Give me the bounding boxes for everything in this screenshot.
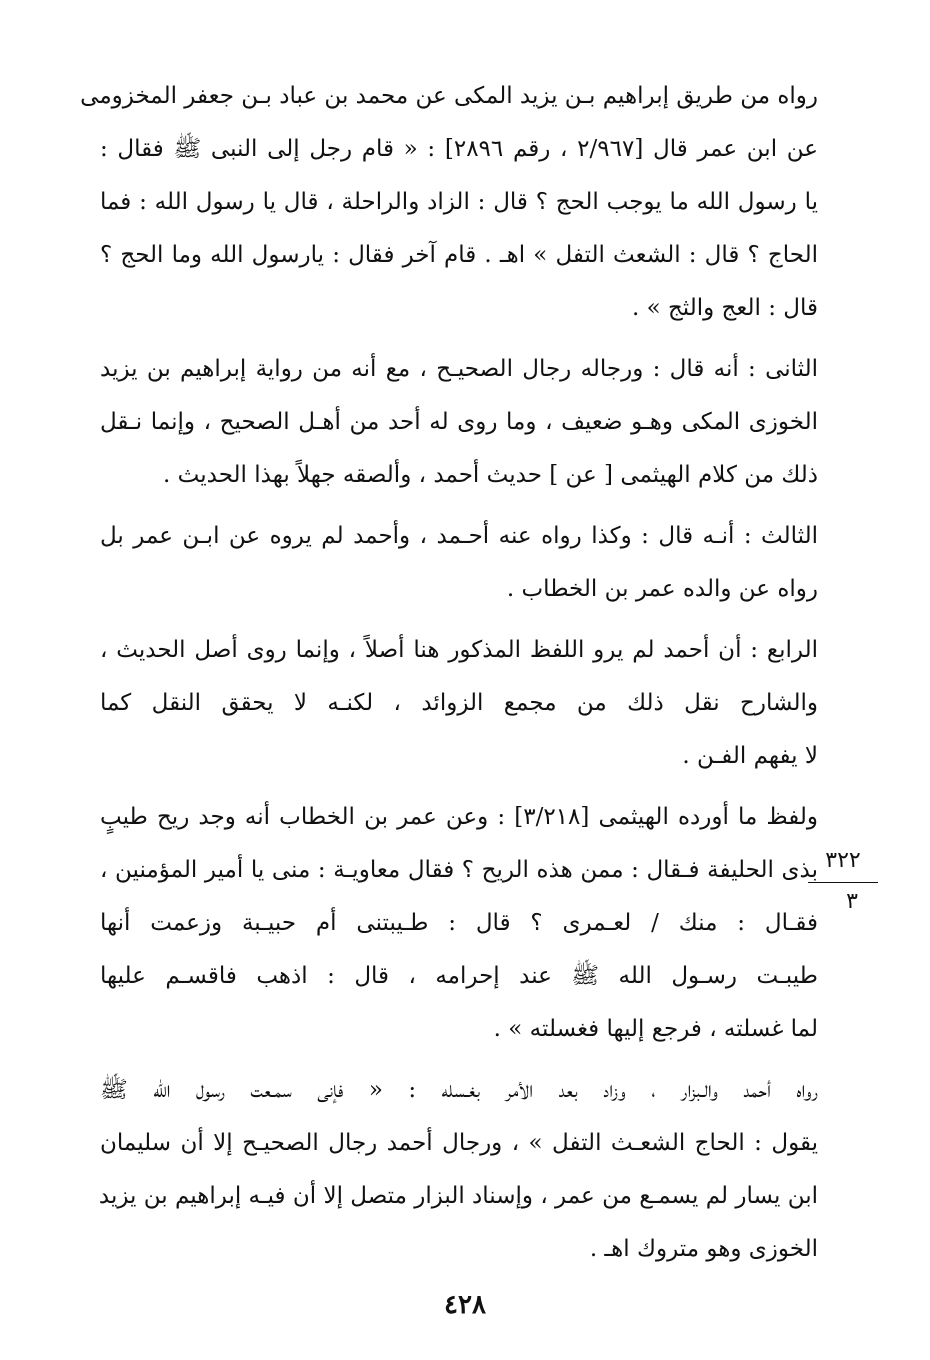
paragraph: [100, 791, 818, 1056]
margin-reference-top: ٣٢٢: [825, 848, 861, 873]
text-line: لا يفهم الفـن .: [682, 743, 818, 769]
text-line: الثانى : أنه قال : ورجاله رجال الصحيـح ، مع أنه من رواية إبراهيم بن يزيد: [100, 356, 818, 382]
paragraph: [80, 70, 818, 335]
text-line: ولفظ ما أورده الهيثمى [٣/٢١٨] : وعن عمر بن الخطاب أنه وجد ريح طيبٍ: [100, 804, 818, 830]
text-line: لما غسلته ، فرجع إليها فغسلته » .: [493, 1016, 818, 1042]
text-line: رواه من طريق إبراهيم بـن يزيد المكى عن محمد بن عباد بـن جعفر المخزومى: [80, 83, 818, 109]
text-line: بذى الحليفة فـقال : ممن هذه الريح ؟ فقال معاويـة : منى يا أمير المؤمنين ،: [100, 857, 818, 883]
margin-reference-bottom: ٣: [846, 889, 858, 914]
text-line: الخوزى وهو متروك اهـ .: [589, 1236, 818, 1262]
text-line: الثالث : أنـه قال : وكذا رواه عنه أحـمد ، وأحمد لم يروه عن ابـن عمر بل: [100, 523, 818, 549]
text-line: ذلك من كلام الهيثمى [ عن ] حديث أحمد ، وألصقه جهلاً بهذا الحديث .: [163, 462, 818, 488]
paragraph: [100, 624, 818, 783]
text-line: ابن يسار لم يسمـع من عمر ، وإسناد البزار متصل إلا أن فيـه إبراهيم بن يزيد: [98, 1183, 818, 1209]
paragraph: [100, 1064, 818, 1276]
body-text: [80, 70, 818, 1284]
page-number: ٤٢٨: [444, 1290, 486, 1320]
text-line: عن ابن عمر قال [٢/٩٦٧ ، رقم ٢٨٩٦] : « قام رجل إلى النبى ﷺ فقال :: [100, 136, 818, 162]
paragraph: [100, 343, 818, 502]
text-line: رواه عن والده عمر بن الخطاب .: [506, 576, 818, 602]
text-line: فقـال : منك / لعـمرى ؟ قال : طـيبتنى أم حبيـبة وزعمت أنها: [100, 910, 818, 936]
text-line: قال : العج والثج » .: [631, 295, 818, 321]
text-line: يا رسول الله ما يوجب الحج ؟ قال : الزاد والراحلة ، قال يا رسول الله : فما: [100, 189, 818, 215]
margin-reference-rule: [808, 882, 878, 883]
text-line: الرابع : أن أحمد لم يرو اللفظ المذكور هنا أصلاً ، وإنما روى أصل الحديث ،: [100, 637, 818, 663]
text-line: طيبـت رسـول الله ﷺ عند إحرامه ، قال : اذهب فاقسـم عليها: [100, 963, 818, 989]
margin-reference: [808, 846, 878, 917]
paragraph: [100, 510, 818, 616]
text-line: والشارح نقل ذلك من مجمع الزوائد ، لكنـه لا يحقق النقل كما: [100, 690, 818, 716]
text-line: يقول : الحاج الشعـث التفل » ، ورجال أحمد رجال الصحيـح إلا أن سليمان: [100, 1130, 818, 1156]
text-line: الخوزى المكى وهـو ضعيف ، وما روى له أحد من أهـل الصحيح ، وإنما نـقل: [100, 409, 818, 435]
text-line: رواه أحمد والـبزار ، وزاد بعد الأمر بغـسله : « فإنى سمـعت رسول الله ﷺ: [100, 1077, 818, 1103]
text-line: الحاج ؟ قال : الشعث التفل » اهـ . قام آخر فقال : يارسول الله وما الحج ؟: [100, 242, 818, 268]
